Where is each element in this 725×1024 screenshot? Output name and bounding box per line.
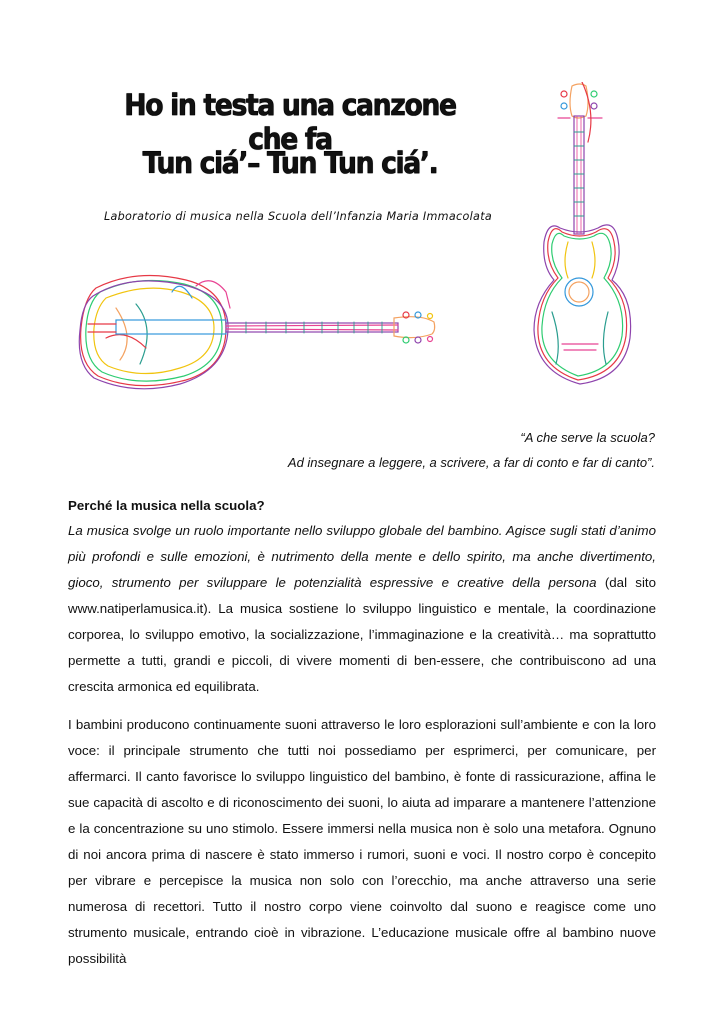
body-text [68,494,656,972]
paragraph-2: I bambini producono continuamente suoni attraverso le loro esplorazioni sull’ambiente e con la loro voce: il principale strumento che tutti noi possediamo per esprimerci, per comunicare, per affermarci. Il canto favorisce lo sviluppo linguistico del bambino, è fonte di rassicurazione, affina le sue capacità di ascolto e di riconoscimento dei suoni, lo aiuta ad imparare a mantenere l’attenzione e la concentrazione su uno stimolo. Essere immersi nella musica non è solo una metafora. Ognuno di noi ancora prima di nascere è stato immerso i rumori, suoni e voci. Il nostro corpo è concepito per vibrare e percepisce la musica non solo con l’orecchio, ma anche attraverso una serie numerosa di recettori. Tutto il nostro corpo viene coinvolto dal suono e reagisce come uno strumento musicale, entrando cioè in vibrazione. L’educazione musicale offre al bambino nuove possibilità [68,717,656,966]
quote-line-1: “A che serve la scuola? [520,430,655,445]
paragraph-1-rest: (dal sito www.natiperlamusica.it). La musica sostiene lo sviluppo linguistico e mentale, la coordinazione corporea, lo sviluppo emotivo, la socializzazione, l’immaginazione e la creatività… ma soprattutto permette a tutti, grandi e piccoli, di vivere momenti di ben-essere, che contribuiscono ad una crescita armonica ed equilibrata. [68,575,656,694]
guitar-icon [522,82,642,388]
title-line-2: Tun ciá’– Tun Tun ciá’. [142,146,438,180]
guitar-icon [76,268,438,398]
quote-line-2: Ad insegnare a leggere, a scrivere, a far di conto e far di canto”. [287,455,655,470]
title-line-1: Ho in testa una canzone che fa [124,88,456,156]
section-heading: Perché la musica nella scuola? [68,498,265,513]
subtitle: Laboratorio di musica nella Scuola dell’Infanzia Maria Immacolata [103,210,493,223]
paragraph-1 [68,518,656,700]
paragraph-1-italic: La musica svolge un ruolo importante nello sviluppo globale del bambino. Agisce sugli stati d’animo più profondi e sulle emozioni, è nutrimento della mente e dello spirito, ma anche divertimento, gioco, strumento per sviluppare le potenzialità espressive e creative della persona [68,523,656,590]
